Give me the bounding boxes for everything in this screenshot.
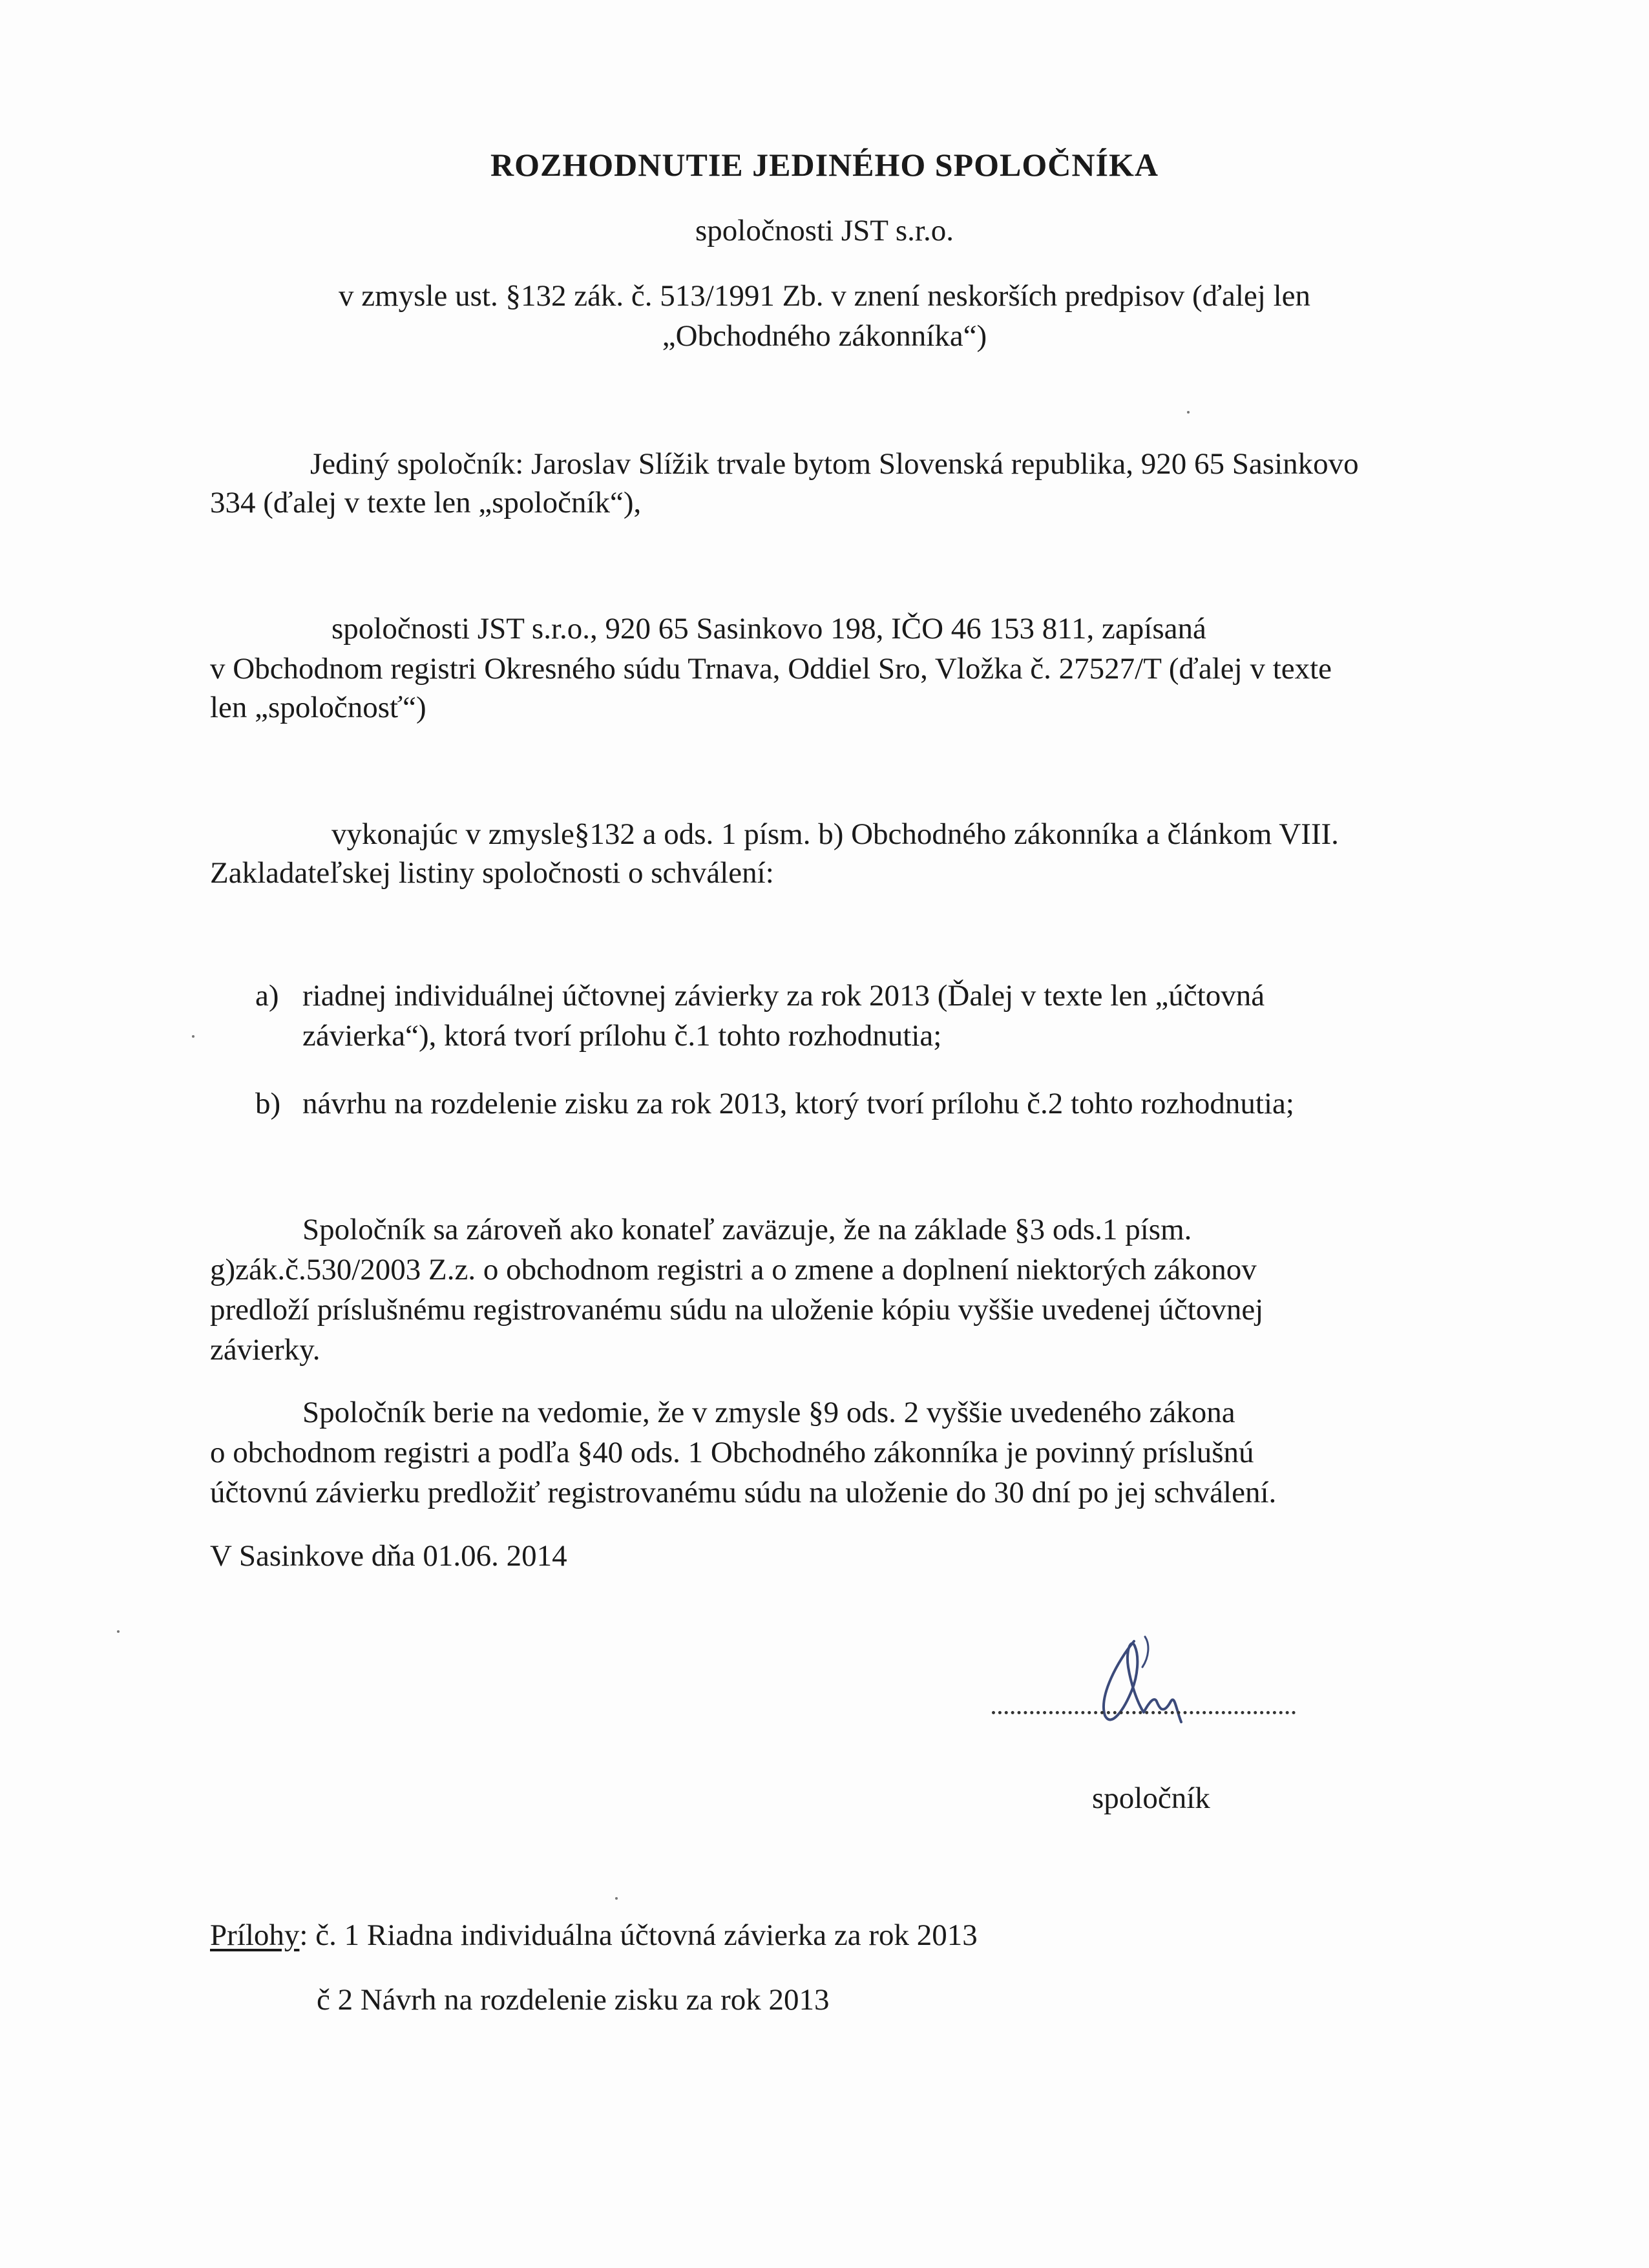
legal-basis-line-2: „Obchodného zákonníka“) bbox=[662, 319, 987, 353]
document-title: ROZHODNUTIE JEDINÉHO SPOLOČNÍKA bbox=[490, 147, 1159, 183]
attachment-2: č 2 Návrh na rozdelenie zisku za rok 2013 bbox=[317, 1983, 830, 2017]
company-line-1: spoločnosti JST s.r.o., 920 65 Sasinkovo 198, IČO 46 153 811, zapísaná bbox=[331, 612, 1206, 646]
legal-basis-line-1: v zmysle ust. §132 zák. č. 513/1991 Zb. v znení neskorších predpisov (ďalej len bbox=[338, 279, 1311, 313]
shareholder-line-2: 334 (ďalej v texte len „spoločník“), bbox=[210, 486, 642, 520]
filing-line-2: g)zák.č.530/2003 Z.z. o obchodnom registri a o zmene a doplnení niektorých zákonov bbox=[210, 1253, 1257, 1286]
notice-line-2: o obchodnom registri a podľa §40 ods. 1 Obchodného zákonníka je povinný príslušnú bbox=[210, 1436, 1254, 1469]
action-line-1: vykonajúc v zmysle§132 a ods. 1 písm. b) Obchodného zákonníka a článkom VIII. bbox=[331, 817, 1339, 851]
company-line-2: v Obchodnom registri Okresného súdu Trnava, Oddiel Sro, Vložka č. 27527/T (ďalej v texte bbox=[210, 652, 1332, 686]
notice-line-3: účtovnú závierku predložiť registrovanému súdu na uloženie do 30 dní po jej schválení. bbox=[210, 1476, 1277, 1509]
filing-line-1: Spoločník sa zároveň ako konateľ zaväzuje, že na základe §3 ods.1 písm. bbox=[302, 1213, 1192, 1246]
filing-line-3: predloží príslušnému registrovanému súdu na uloženie kópiu vyššie uvedenej účtovnej bbox=[210, 1293, 1264, 1327]
signature-caption: spoločník bbox=[1092, 1781, 1210, 1815]
item-b-line-1: návrhu na rozdelenie zisku za rok 2013, ktorý tvorí prílohu č.2 tohto rozhodnutia; bbox=[302, 1087, 1294, 1120]
place-date: V Sasinkove dňa 01.06. 2014 bbox=[210, 1539, 567, 1573]
scan-speck bbox=[1187, 411, 1190, 414]
signature-mark bbox=[1073, 1632, 1195, 1735]
filing-line-4: závierky. bbox=[210, 1333, 320, 1367]
shareholder-line-1: Jediný spoločník: Jaroslav Slížik trvale bytom Slovenská republika, 920 65 Sasinkovo bbox=[310, 447, 1359, 481]
attachments-line-1 bbox=[210, 1920, 978, 1951]
scan-speck bbox=[192, 1035, 194, 1038]
scan-speck bbox=[615, 1897, 618, 1900]
company-line-3: len „spoločnosť“) bbox=[210, 691, 426, 724]
signature-line bbox=[992, 1711, 1296, 1714]
item-a-line-2: závierka“), ktorá tvorí prílohu č.1 tohto rozhodnutia; bbox=[302, 1019, 942, 1053]
attachment-1: č. 1 Riadna individuálna účtovná závierka za rok 2013 bbox=[308, 1918, 978, 1952]
item-a-line-1: riadnej individuálnej účtovnej závierky za rok 2013 (Ďalej v texte len „účtovná bbox=[302, 979, 1265, 1013]
notice-line-1: Spoločník berie na vedomie, že v zmysle §9 ods. 2 vyššie uvedeného zákona bbox=[302, 1396, 1235, 1429]
attachments-label: Prílohy bbox=[210, 1918, 300, 1952]
attachments-separator: : bbox=[299, 1918, 308, 1952]
item-b-marker: b) bbox=[255, 1087, 281, 1120]
document-subtitle: spoločnosti JST s.r.o. bbox=[695, 214, 954, 247]
item-a-marker: a) bbox=[255, 979, 279, 1013]
scan-speck bbox=[117, 1630, 120, 1633]
action-line-2: Zakladateľskej listiny spoločnosti o schválení: bbox=[210, 856, 774, 890]
